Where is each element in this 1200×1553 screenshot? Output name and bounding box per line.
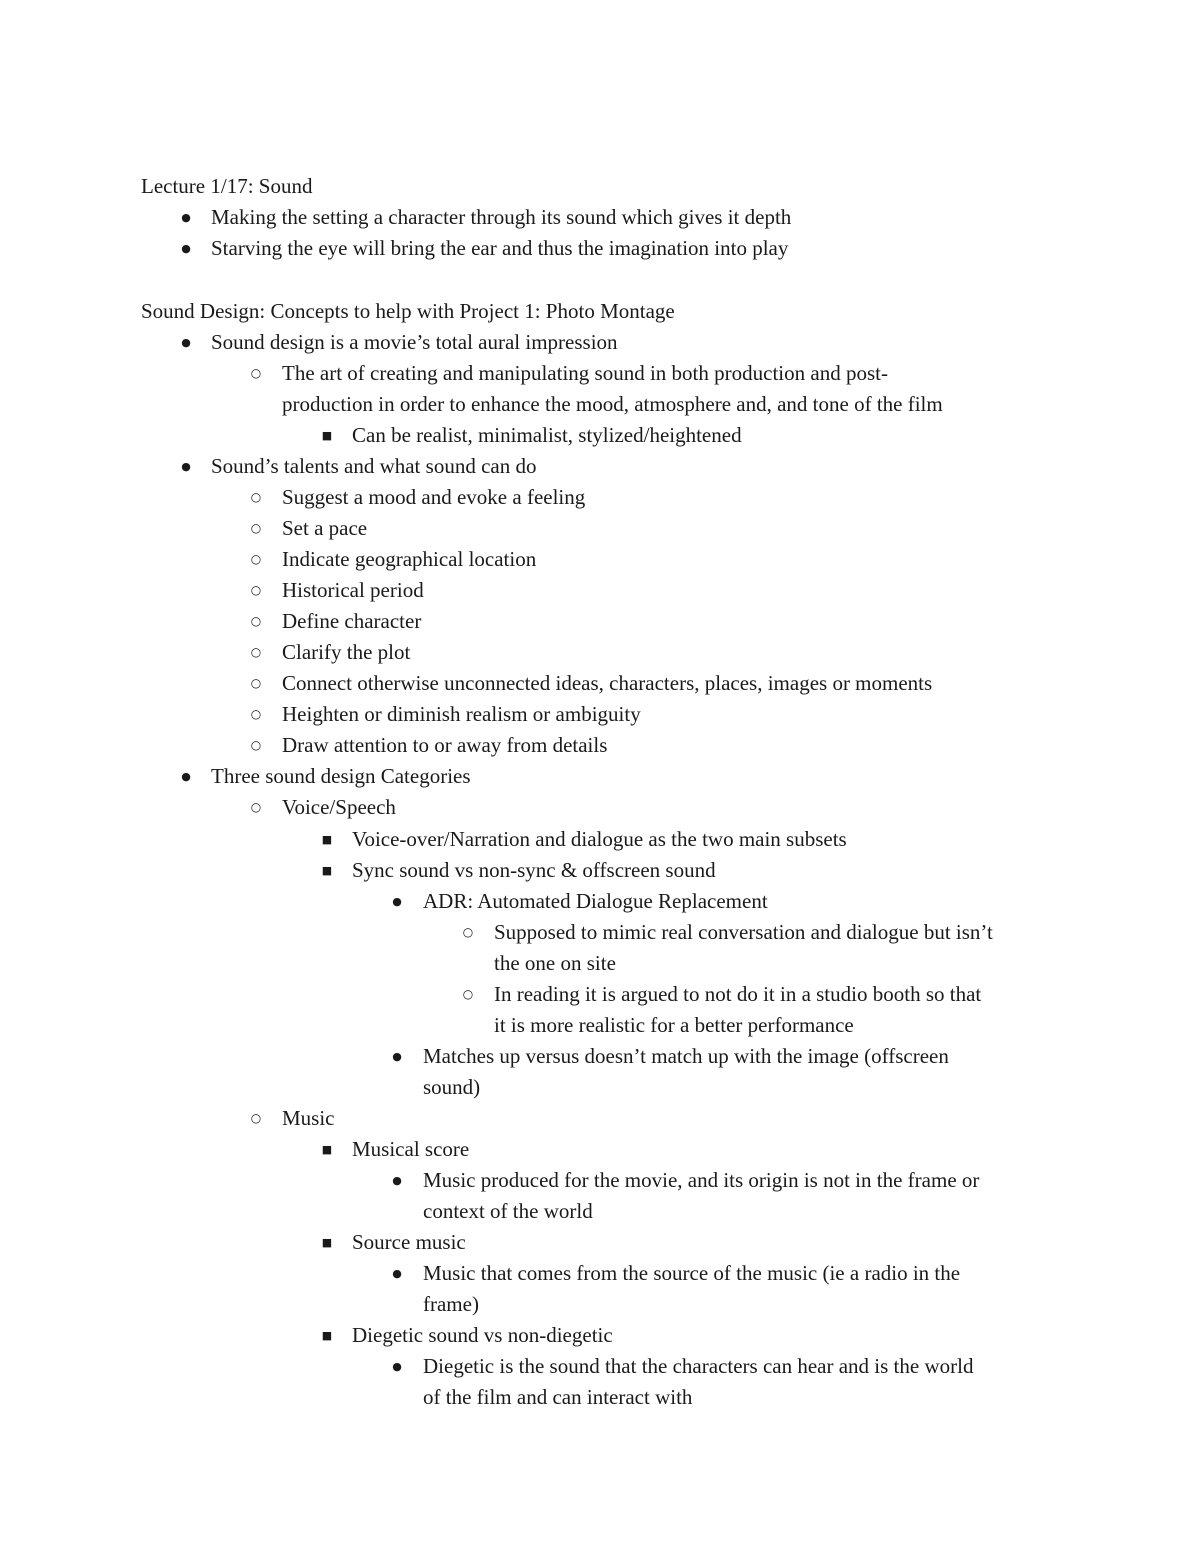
circle-icon: ○ <box>250 800 262 814</box>
bullet-icon: ● <box>181 460 191 473</box>
circle-icon: ○ <box>250 583 262 597</box>
circle-icon: ○ <box>462 925 474 939</box>
bullet-icon: ● <box>392 1267 402 1280</box>
list-item-text: sound) <box>423 1075 481 1099</box>
bullet-icon: ● <box>392 895 402 908</box>
list-item-text: Suggest a mood and evoke a feeling <box>282 485 586 509</box>
square-icon: ■ <box>321 1143 333 1156</box>
circle-icon: ○ <box>462 987 474 1001</box>
bullet-icon: ● <box>392 1050 402 1063</box>
bullet-icon: ● <box>392 1174 402 1187</box>
square-icon: ■ <box>321 864 333 877</box>
list-item-text: Voice-over/Narration and dialogue as the two main subsets <box>352 827 847 851</box>
list-item-text: Source music <box>352 1230 466 1254</box>
list-item-text: frame) <box>423 1292 479 1316</box>
list-item-text: Historical period <box>282 578 424 602</box>
list-item-text: Making the setting a character through its sound which gives it depth <box>211 205 792 229</box>
list-item-text: Music produced for the movie, and its origin is not in the frame or <box>423 1168 980 1192</box>
list-item-text: In reading it is argued to not do it in a studio booth so that <box>494 982 982 1006</box>
circle-icon: ○ <box>250 645 262 659</box>
list-item-text: the one on site <box>494 951 616 975</box>
bullet-icon: ● <box>181 770 191 783</box>
list-item-text: Supposed to mimic real conversation and dialogue but isn’t <box>494 920 993 944</box>
square-icon: ■ <box>321 1329 333 1342</box>
circle-icon: ○ <box>250 552 262 566</box>
list-item-text: Starving the eye will bring the ear and thus the imagination into play <box>211 236 789 260</box>
list-item-text: Draw attention to or away from details <box>282 733 608 757</box>
list-item-text: Heighten or diminish realism or ambiguity <box>282 702 641 726</box>
circle-icon: ○ <box>250 738 262 752</box>
list-item-text: Clarify the plot <box>282 640 411 664</box>
list-item-text: of the film and can interact with <box>423 1385 693 1409</box>
list-item-text: Music that comes from the source of the music (ie a radio in the <box>423 1261 961 1285</box>
list-item-text: The art of creating and manipulating sound in both production and post- <box>282 361 888 385</box>
list-item-text: Indicate geographical location <box>282 547 537 571</box>
section-heading: Sound Design: Concepts to help with Project 1: Photo Montage <box>141 299 675 323</box>
list-item-text: context of the world <box>423 1199 593 1223</box>
list-item-text: Voice/Speech <box>282 795 396 819</box>
circle-icon: ○ <box>250 490 262 504</box>
bullet-icon: ● <box>181 242 191 255</box>
list-item-text: Matches up versus doesn’t match up with the image (offscreen <box>423 1044 949 1068</box>
circle-icon: ○ <box>250 521 262 535</box>
list-item-text: Musical score <box>352 1137 470 1161</box>
list-item-text: Music <box>282 1106 335 1130</box>
bullet-icon: ● <box>181 336 191 349</box>
list-item-text: Sound design is a movie’s total aural impression <box>211 330 618 354</box>
circle-icon: ○ <box>250 614 262 628</box>
list-item-text: Diegetic sound vs non-diegetic <box>352 1323 613 1347</box>
bullet-icon: ● <box>392 1360 402 1373</box>
circle-icon: ○ <box>250 676 262 690</box>
section-heading: Lecture 1/17: Sound <box>141 174 313 198</box>
circle-icon: ○ <box>250 1111 262 1125</box>
list-item-text: it is more realistic for a better performance <box>494 1013 854 1037</box>
square-icon: ■ <box>321 1236 333 1249</box>
circle-icon: ○ <box>250 707 262 721</box>
square-icon: ■ <box>321 429 333 442</box>
list-item-text: Diegetic is the sound that the characters can hear and is the world <box>423 1354 974 1378</box>
list-item-text: production in order to enhance the mood, atmosphere and, and tone of the film <box>282 392 943 416</box>
list-item-text: Set a pace <box>282 516 368 540</box>
square-icon: ■ <box>321 833 333 846</box>
list-item-text: ADR: Automated Dialogue Replacement <box>423 889 768 913</box>
list-item-text: Define character <box>282 609 422 633</box>
list-item-text: Can be realist, minimalist, stylized/heightened <box>352 423 742 447</box>
list-item-text: Connect otherwise unconnected ideas, characters, places, images or moments <box>282 671 933 695</box>
list-item-text: Sound’s talents and what sound can do <box>211 454 537 478</box>
list-item-text: Three sound design Categories <box>211 764 471 788</box>
bullet-icon: ● <box>181 211 191 224</box>
list-item-text: Sync sound vs non-sync & offscreen sound <box>352 858 716 882</box>
circle-icon: ○ <box>250 366 262 380</box>
